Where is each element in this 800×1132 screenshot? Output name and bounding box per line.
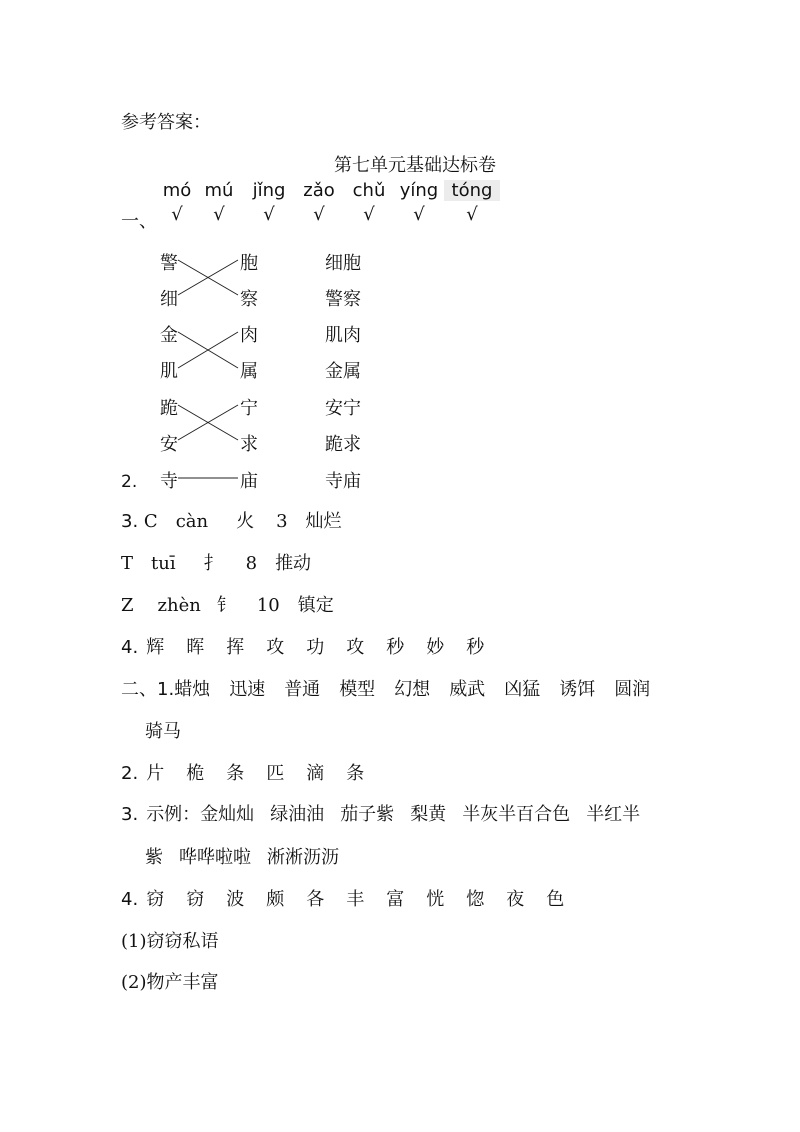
answer-word: 推动 [275, 553, 312, 574]
answer-char: 惚 [466, 889, 485, 910]
answer-char: 妙 [426, 637, 445, 658]
answer-char: 色 [546, 889, 565, 910]
answer-word: 梨黄 [410, 804, 447, 825]
pinyin-item: mó [162, 180, 192, 201]
match-right-char: 求 [240, 434, 258, 455]
pinyin-item: jǐng [252, 180, 286, 201]
answer-char: 各 [306, 889, 325, 910]
answer-char: 夜 [506, 889, 525, 910]
match-right-char: 肉 [240, 325, 258, 346]
match-left-char: 肌 [160, 361, 178, 382]
answer-word: 灿烂 [305, 511, 342, 532]
answer-word: 迅速 [229, 679, 266, 700]
match-answer: 警察 [325, 289, 361, 310]
q4-row [121, 633, 506, 659]
answer-char: 辉 [146, 637, 165, 658]
answer-char: 条 [226, 763, 245, 784]
answer-word: 半灰半百合色 [462, 804, 571, 825]
match-right-char: 察 [240, 289, 258, 310]
answer-char: 滴 [306, 763, 325, 784]
section2-q4-row [121, 885, 586, 911]
pinyin: tuī [151, 553, 176, 574]
question-number: 2. [121, 763, 139, 784]
section2-q1-row [121, 675, 650, 701]
check-mark: √ [313, 204, 325, 225]
question-number: 3. [121, 511, 144, 532]
answer-word: 蜡烛 [174, 679, 211, 700]
match-left-char: 跪 [160, 398, 178, 419]
answer-word: 茄子紫 [340, 804, 395, 825]
stroke-count: 10 [256, 595, 280, 616]
match-left-char: 金 [160, 325, 178, 346]
answer-char: 条 [346, 763, 365, 784]
answer-word: 普通 [284, 679, 321, 700]
page-title: 第七单元基础达标卷 [334, 155, 496, 176]
match-answer: 寺庙 [325, 471, 361, 492]
question-number: 4. [121, 637, 139, 658]
check-mark: √ [171, 204, 183, 225]
answer-char: 攻 [346, 637, 365, 658]
index-letter: T [121, 553, 134, 574]
answer-word: 骑马 [145, 721, 181, 742]
match-right-char: 宁 [240, 398, 258, 419]
section2-q2-row [121, 759, 386, 785]
pinyin: zhèn [157, 595, 201, 616]
pinyin: càn [175, 511, 209, 532]
answer-word: 镇定 [297, 595, 334, 616]
match-answer: 安宁 [325, 398, 361, 419]
answer-word: 模型 [339, 679, 376, 700]
answer-char: 恍 [426, 889, 445, 910]
match-right-char: 胞 [240, 253, 258, 274]
section2-q3-row [121, 800, 640, 826]
answer-heading: 参考答案： [121, 112, 211, 133]
dictionary-row [121, 507, 342, 533]
answer-char: 秒 [386, 637, 405, 658]
check-mark: √ [263, 204, 275, 225]
answer-word: 幻想 [394, 679, 431, 700]
match-answer: 肌肉 [325, 325, 361, 346]
answer-char: 桅 [186, 763, 205, 784]
answer-word: 哗哗啦啦 [179, 847, 251, 868]
radical: 扌 [203, 553, 222, 574]
dictionary-row [121, 549, 311, 575]
radical: 钅 [216, 595, 235, 616]
section2-label: 二、 [121, 679, 157, 700]
example-label: 示例： [146, 804, 201, 825]
pinyin-item: tóng [444, 180, 500, 201]
answer-char: 丰 [346, 889, 365, 910]
check-mark: √ [413, 204, 425, 225]
match-left-char: 寺 [160, 471, 178, 492]
answer-word: 诱饵 [559, 679, 596, 700]
stroke-count: 8 [245, 553, 258, 574]
match-left-char: 安 [160, 434, 178, 455]
answer-char: 秒 [466, 637, 485, 658]
check-mark: √ [466, 204, 478, 225]
answer-char: 挥 [226, 637, 245, 658]
pinyin-item: zǎo [303, 180, 335, 201]
dictionary-row [121, 591, 334, 617]
match-left-char: 细 [160, 289, 178, 310]
answer-char: 功 [306, 637, 325, 658]
check-mark: √ [363, 204, 375, 225]
question-number: 1. [157, 679, 175, 700]
answer-char: 窃 [146, 889, 165, 910]
match-right-char: 庙 [240, 471, 258, 492]
index-letter: Z [121, 595, 134, 616]
radical: 火 [236, 511, 255, 532]
question-number: 2. [121, 472, 138, 492]
pinyin-item: mú [204, 180, 234, 201]
answer-word: 圆润 [614, 679, 651, 700]
question-number: 3. [121, 804, 139, 825]
answer-word: 淅淅沥沥 [267, 847, 339, 868]
answer-word: 绿油油 [270, 804, 325, 825]
answer-word: 紫 [145, 847, 163, 868]
match-left-char: 警 [160, 253, 178, 274]
answer-char: 波 [226, 889, 245, 910]
stroke-count: 3 [276, 511, 288, 532]
answer-char: 颇 [266, 889, 285, 910]
answer-char: 片 [146, 763, 165, 784]
pinyin-item: yíng [399, 180, 439, 201]
section2-q3-cont [145, 843, 339, 869]
answer-char: 富 [386, 889, 405, 910]
sub-answer: (2)物产丰富 [121, 972, 219, 993]
answer-word: 金灿灿 [200, 804, 255, 825]
answer-char: 晖 [186, 637, 205, 658]
answer-char: 匹 [266, 763, 285, 784]
match-answer: 金属 [325, 361, 361, 382]
answer-word: 凶猛 [504, 679, 541, 700]
match-answer: 细胞 [325, 253, 361, 274]
match-right-char: 属 [240, 361, 258, 382]
match-answer: 跪求 [325, 434, 361, 455]
answer-char: 窃 [186, 889, 205, 910]
answer-word: 半红半 [586, 804, 641, 825]
index-letter: C [143, 511, 158, 532]
question-number: 4. [121, 889, 139, 910]
answer-char: 攻 [266, 637, 285, 658]
section1-label: 一、 [121, 211, 157, 232]
sub-answer: (1)窃窃私语 [121, 931, 219, 952]
pinyin-item: chǔ [352, 180, 386, 201]
check-mark: √ [213, 204, 225, 225]
answer-word: 威武 [449, 679, 486, 700]
